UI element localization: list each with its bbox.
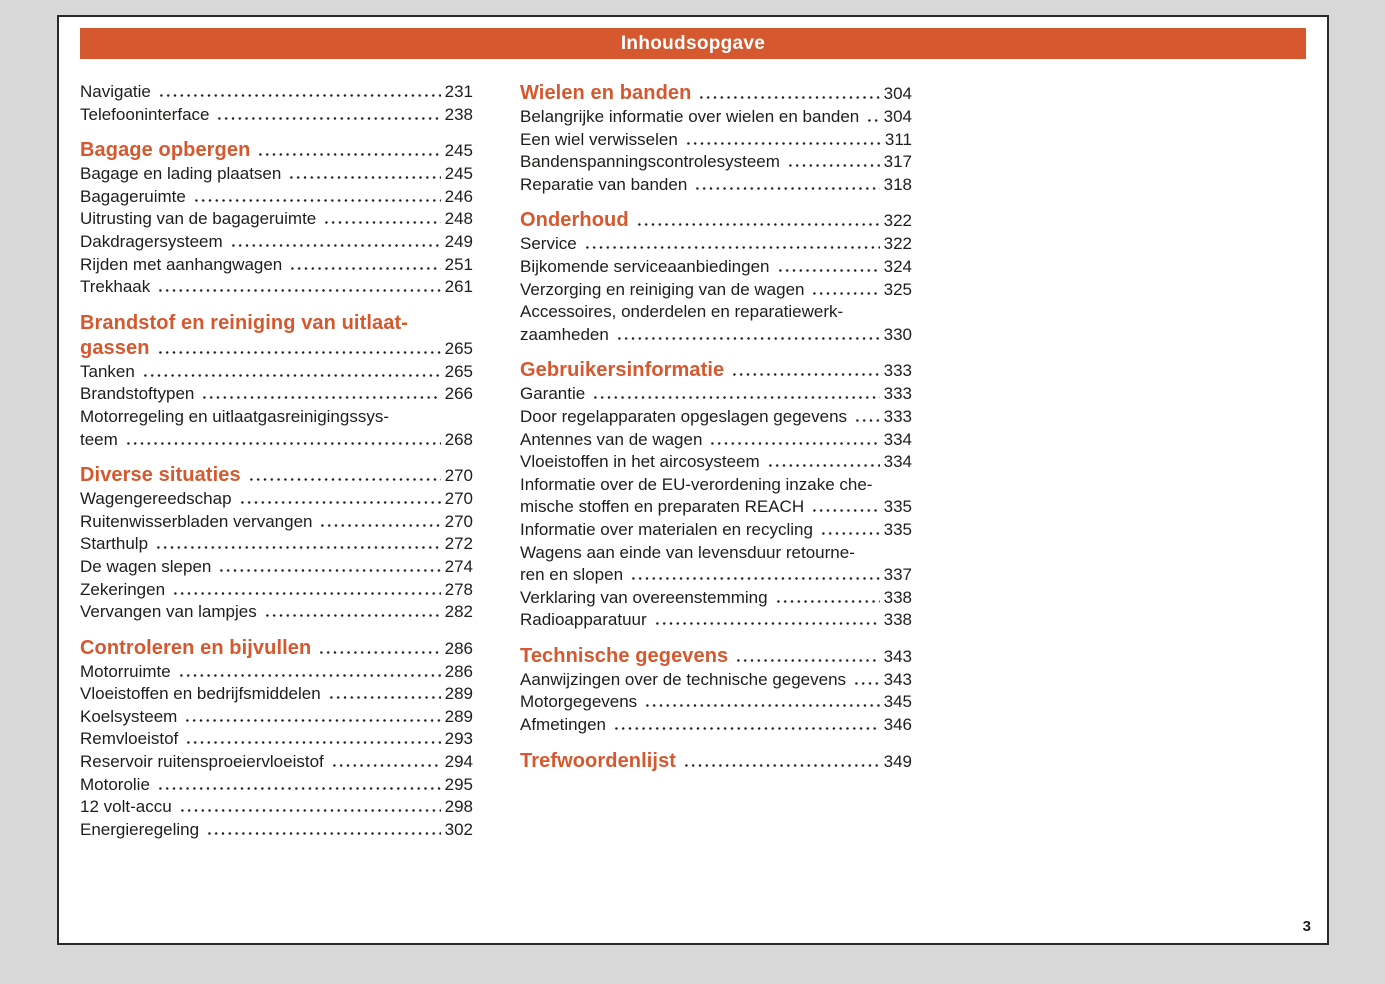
toc-entry-label: Zekeringen: [80, 579, 166, 599]
toc-entry-label: Vloeistoffen in het aircosysteem: [520, 452, 760, 472]
leader-dots: [685, 142, 881, 145]
toc-item[interactable]: [520, 256, 912, 279]
toc-row: [80, 361, 473, 384]
toc-entry-page: 322: [883, 234, 912, 254]
toc-entry-label: gassen: [80, 336, 150, 359]
toc-item[interactable]: [520, 451, 912, 474]
toc-row: [80, 511, 473, 534]
toc-entry-label: Garantie: [520, 384, 586, 404]
leader-dots: [767, 464, 880, 467]
toc-item[interactable]: [520, 519, 912, 542]
toc-entry-page: 282: [444, 602, 473, 622]
toc-item[interactable]: [80, 661, 473, 684]
toc-entry-label: Door regelapparaten opgeslagen gegevens: [520, 406, 848, 426]
toc-entry-label: Telefooninterface: [80, 104, 210, 124]
leader-dots: [193, 199, 441, 202]
toc-entry-label: Gebruikersinformatie: [520, 359, 725, 382]
toc-item[interactable]: [80, 556, 473, 579]
toc-entry-label: zaamheden: [520, 324, 609, 344]
toc-section-heading[interactable]: [520, 358, 912, 383]
leader-dots: [735, 659, 879, 662]
toc-row: [520, 542, 912, 565]
toc-row: [520, 451, 912, 474]
toc-section-heading[interactable]: [80, 138, 473, 163]
toc-entry-label: Ruitenwisserbladen vervangen: [80, 511, 313, 531]
toc-entry-page: 261: [444, 277, 473, 297]
toc-entry-label: Bandenspanningscontrolesysteem: [520, 152, 780, 172]
toc-entry-page: 335: [883, 497, 912, 517]
toc-column-right: [520, 81, 912, 841]
toc-row: [80, 186, 473, 209]
toc-entry-page: 334: [883, 429, 912, 449]
leader-dots: [248, 478, 441, 481]
toc-entry-page: 265: [444, 361, 473, 381]
leader-dots: [636, 223, 880, 226]
leader-dots: [206, 832, 441, 835]
toc-entry-label: Uitrusting van de bagageruimte: [80, 209, 317, 229]
toc-entry-page: 248: [444, 209, 473, 229]
toc-row: [80, 104, 473, 127]
toc-item[interactable]: [520, 301, 912, 346]
toc-entry-page: 289: [444, 684, 473, 704]
toc-entry-label: Controleren en bijvullen: [80, 636, 312, 659]
leader-dots: [644, 704, 879, 707]
toc-entry-page: 294: [444, 752, 473, 772]
toc-entry-label: Starthulp: [80, 534, 149, 554]
toc-column-left: [80, 81, 473, 841]
toc-entry-label: Belangrijke informatie over wielen en banden: [520, 107, 860, 126]
toc-section-heading[interactable]: [520, 208, 912, 233]
toc-entry-page: 311: [884, 129, 912, 149]
toc-row: [80, 163, 473, 186]
leader-dots: [854, 419, 880, 422]
toc-row: [80, 81, 473, 104]
toc-item[interactable]: [520, 542, 912, 587]
leader-dots: [178, 674, 441, 677]
toc-entry-page: 249: [444, 231, 473, 251]
leader-dots: [218, 569, 440, 572]
toc-item[interactable]: [80, 511, 473, 534]
toc-item[interactable]: [520, 691, 912, 714]
toc-entry-label: Accessoires, onderdelen en reparatiewerk-: [520, 302, 844, 322]
leader-dots: [820, 532, 880, 535]
toc-entry-label: Rijden met aanhangwagen: [80, 254, 283, 274]
leader-dots: [125, 442, 441, 445]
leader-dots: [654, 622, 880, 625]
page-number: 3: [1302, 918, 1311, 935]
toc-item[interactable]: [80, 276, 473, 299]
toc-entry-label: Dakdragersysteem: [80, 231, 223, 251]
toc-entry-label: Reservoir ruitensproeiervloeistof: [80, 752, 324, 772]
toc-row: [80, 601, 473, 624]
leader-dots: [777, 269, 880, 272]
leader-dots: [216, 117, 440, 120]
leader-dots: [257, 153, 440, 156]
toc-row: [80, 579, 473, 602]
toc-row: [520, 644, 912, 669]
toc-entry-page: 343: [883, 646, 912, 666]
toc-row: [80, 138, 473, 163]
toc-row: [80, 311, 473, 336]
toc-item[interactable]: [80, 706, 473, 729]
leader-dots: [155, 546, 441, 549]
toc-item[interactable]: [520, 383, 912, 406]
toc-entry-label: Aanwijzingen over de technische gegevens: [520, 669, 847, 689]
toc-entry-page: 302: [444, 819, 473, 839]
toc-row: [80, 819, 473, 842]
toc-row: [520, 714, 912, 737]
toc-entry-page: 318: [883, 174, 912, 194]
toc-entry-label: Koelsysteem: [80, 706, 178, 726]
toc-entry-label: ren en slopen: [520, 565, 624, 585]
toc-row: [80, 728, 473, 751]
toc-row: [80, 406, 473, 429]
toc-entry-label: Informatie over materialen en recycling: [520, 519, 813, 539]
toc-entry-page: 265: [444, 338, 473, 358]
toc-row: [80, 276, 473, 299]
toc-row: [520, 301, 912, 324]
toc-section-heading[interactable]: [520, 81, 912, 106]
toc-row: [80, 636, 473, 661]
toc-row: [80, 683, 473, 706]
toc-item[interactable]: [80, 488, 473, 511]
toc-entry-label: Service: [520, 234, 577, 254]
toc-entry-page: 274: [444, 556, 473, 576]
toc-entry-page: 337: [883, 565, 912, 585]
toc-entry-label: Informatie over de EU-verordening inzake che-: [520, 474, 873, 494]
toc-row: [520, 564, 912, 587]
leader-dots: [811, 292, 879, 295]
toc-entry-label: Verklaring van overeenstemming: [520, 587, 768, 607]
toc-row: [80, 661, 473, 684]
toc-entry-label: Navigatie: [80, 82, 151, 101]
toc-row: [520, 609, 912, 632]
toc-entry-page: 333: [883, 361, 912, 381]
toc-row: [80, 231, 473, 254]
toc-entry-page: 293: [444, 729, 473, 749]
toc-item[interactable]: [80, 208, 473, 231]
toc-entry-label: Vloeistoffen en bedrijfsmiddelen: [80, 684, 321, 704]
toc-entry-page: 349: [883, 751, 912, 771]
toc-row: [80, 533, 473, 556]
toc-row: [80, 796, 473, 819]
toc-row: [520, 496, 912, 519]
toc-row: [80, 429, 473, 452]
toc-entry-label: Energieregeling: [80, 819, 200, 839]
toc-entry-page: 286: [444, 638, 473, 658]
leader-dots: [179, 809, 441, 812]
toc-row: [80, 463, 473, 488]
table-of-contents: [80, 81, 912, 841]
toc-row: [520, 669, 912, 692]
toc-row: [520, 358, 912, 383]
leader-dots: [853, 682, 880, 685]
toc-section-heading[interactable]: [80, 311, 473, 361]
toc-item[interactable]: [80, 406, 473, 451]
toc-entry-label: Bagageruimte: [80, 186, 186, 206]
toc-entry-page: 338: [883, 610, 912, 630]
toc-item[interactable]: [80, 774, 473, 797]
toc-row: [520, 519, 912, 542]
leader-dots: [319, 524, 440, 527]
toc-row: [520, 383, 912, 406]
toc-row: [80, 488, 473, 511]
toc-entry-label: Afmetingen: [520, 715, 606, 735]
leader-dots: [157, 289, 440, 292]
toc-row: [520, 587, 912, 610]
toc-entry-label: Wielen en banden: [520, 82, 692, 104]
toc-entry-label: Reparatie van banden: [520, 174, 688, 194]
toc-item[interactable]: [520, 714, 912, 737]
toc-entry-label: mische stoffen en preparaten REACH: [520, 497, 805, 517]
leader-dots: [318, 651, 440, 654]
toc-entry-page: 330: [883, 324, 912, 344]
toc-row: [520, 81, 912, 106]
manual-page: [57, 15, 1329, 945]
toc-item[interactable]: [80, 104, 473, 127]
toc-row: [80, 336, 473, 361]
toc-entry-page: 268: [444, 429, 473, 449]
toc-entry-page: 322: [883, 211, 912, 231]
toc-row: [520, 429, 912, 452]
toc-entry-page: 317: [883, 152, 912, 172]
toc-entry-label: Brandstoftypen: [80, 384, 195, 404]
toc-entry-page: 246: [444, 186, 473, 206]
toc-item[interactable]: [520, 406, 912, 429]
toc-row: [520, 279, 912, 302]
toc-entry-label: Motorolie: [80, 774, 150, 794]
toc-item[interactable]: [80, 533, 473, 556]
toc-entry-label: Trefwoordenlijst: [520, 749, 677, 772]
toc-row: [80, 208, 473, 231]
toc-entry-page: 335: [883, 519, 912, 539]
toc-item[interactable]: [80, 683, 473, 706]
leader-dots: [157, 787, 441, 790]
toc-entry-page: 325: [883, 279, 912, 299]
toc-entry-page: 345: [883, 692, 912, 712]
toc-row: [520, 324, 912, 347]
toc-item[interactable]: [80, 383, 473, 406]
toc-entry-label: Verzorging en reiniging van de wagen: [520, 279, 805, 299]
toc-section-heading[interactable]: [80, 463, 473, 488]
toc-item[interactable]: [80, 361, 473, 384]
leader-dots: [698, 96, 879, 99]
toc-row: [520, 474, 912, 497]
toc-entry-label: Technische gegevens: [520, 644, 729, 667]
leader-dots: [811, 509, 880, 512]
toc-item[interactable]: [80, 163, 473, 186]
leader-dots: [288, 176, 440, 179]
toc-entry-label: Trekhaak: [80, 277, 151, 297]
toc-entry-page: 270: [444, 489, 473, 509]
toc-row: [520, 749, 912, 774]
toc-entry-page: 238: [444, 104, 473, 124]
toc-entry-label: Motorregeling en uitlaatgasreinigingssys-: [80, 406, 389, 426]
leader-dots: [184, 719, 440, 722]
leader-dots: [328, 696, 441, 699]
toc-entry-label: Wagengereedschap: [80, 489, 232, 509]
leader-dots: [787, 164, 880, 167]
toc-entry-label: Bagage opbergen: [80, 139, 251, 162]
toc-item[interactable]: [520, 609, 912, 632]
toc-row: [80, 254, 473, 277]
toc-entry-label: Motorgegevens: [520, 692, 638, 712]
toc-section-heading[interactable]: [520, 644, 912, 669]
toc-entry-page: 289: [444, 706, 473, 726]
toc-item[interactable]: [80, 796, 473, 819]
leader-dots: [201, 396, 440, 399]
toc-entry-page: 346: [883, 715, 912, 735]
toc-row: [520, 691, 912, 714]
toc-item[interactable]: [520, 106, 912, 129]
toc-row: [520, 208, 912, 233]
toc-entry-label: Tanken: [80, 361, 135, 381]
leader-dots: [239, 501, 441, 504]
toc-entry-page: 334: [883, 452, 912, 472]
toc-item[interactable]: [520, 587, 912, 610]
toc-entry-label: Bagage en lading plaatsen: [80, 164, 282, 184]
leader-dots: [331, 764, 441, 767]
toc-item[interactable]: [80, 81, 473, 104]
toc-row: [520, 256, 912, 279]
toc-row: [80, 774, 473, 797]
leader-dots: [264, 614, 441, 617]
toc-entry-page: 245: [444, 164, 473, 184]
toc-entry-page: 333: [883, 384, 912, 404]
toc-section-heading[interactable]: [80, 636, 473, 661]
toc-row: [520, 174, 912, 197]
toc-entry-page: 324: [883, 256, 912, 276]
toc-entry-page: 343: [883, 669, 912, 689]
leader-dots: [185, 741, 440, 744]
leader-dots: [613, 727, 880, 730]
toc-entry-label: Brandstof en reiniging van uitlaat-: [80, 311, 408, 334]
toc-row: [80, 706, 473, 729]
toc-entry-label: Diverse situaties: [80, 464, 241, 487]
leader-dots: [866, 119, 879, 122]
leader-dots: [592, 396, 879, 399]
toc-item[interactable]: [80, 819, 473, 842]
toc-entry-page: 245: [444, 141, 473, 161]
toc-entry-label: Een wiel verwisselen: [520, 129, 678, 149]
toc-entry-page: 278: [444, 579, 473, 599]
toc-entry-page: 304: [883, 107, 912, 126]
toc-item[interactable]: [80, 254, 473, 277]
toc-item[interactable]: [520, 429, 912, 452]
toc-row: [80, 383, 473, 406]
leader-dots: [616, 337, 880, 340]
toc-entry-page: 272: [444, 534, 473, 554]
leader-dots: [584, 246, 880, 249]
toc-row: [520, 106, 912, 129]
leader-dots: [172, 592, 441, 595]
toc-item[interactable]: [520, 151, 912, 174]
toc-entry-page: 295: [444, 774, 473, 794]
leader-dots: [694, 187, 879, 190]
leader-dots: [683, 764, 880, 767]
toc-entry-page: 270: [444, 466, 473, 486]
toc-entry-label: Wagens aan einde van levensduur retourne-: [520, 542, 855, 562]
toc-item[interactable]: [520, 279, 912, 302]
toc-item[interactable]: [80, 186, 473, 209]
toc-entry-page: 304: [883, 84, 912, 103]
leader-dots: [323, 221, 440, 224]
toc-entry-page: 231: [444, 82, 473, 101]
toc-entry-page: 298: [444, 797, 473, 817]
toc-entry-label: teem: [80, 429, 118, 449]
toc-section-heading[interactable]: [520, 749, 912, 774]
toc-entry-label: Remvloeistof: [80, 729, 179, 749]
toc-entry-page: 270: [444, 511, 473, 531]
toc-row: [80, 751, 473, 774]
toc-item[interactable]: [80, 231, 473, 254]
toc-entry-page: 286: [444, 661, 473, 681]
toc-entry-page: 251: [444, 254, 473, 274]
toc-entry-label: Onderhoud: [520, 209, 629, 232]
toc-entry-page: 338: [883, 587, 912, 607]
leader-dots: [158, 94, 441, 97]
leader-dots: [157, 351, 441, 354]
toc-item[interactable]: [80, 728, 473, 751]
toc-row: [520, 406, 912, 429]
leader-dots: [709, 442, 879, 445]
toc-item[interactable]: [520, 129, 912, 152]
toc-row: [80, 556, 473, 579]
leader-dots: [630, 577, 880, 580]
leader-dots: [230, 244, 441, 247]
toc-item[interactable]: [520, 233, 912, 256]
toc-entry-label: Radioapparatuur: [520, 610, 647, 630]
leader-dots: [289, 267, 440, 270]
toc-item[interactable]: [80, 601, 473, 624]
toc-row: [520, 129, 912, 152]
toc-header-bar: [80, 28, 1306, 59]
toc-item[interactable]: [80, 579, 473, 602]
toc-item[interactable]: [520, 174, 912, 197]
leader-dots: [142, 374, 441, 377]
toc-row: [520, 151, 912, 174]
toc-item[interactable]: [80, 751, 473, 774]
leader-dots: [731, 373, 879, 376]
toc-entry-label: De wagen slepen: [80, 556, 212, 576]
toc-entry-label: Motorruimte: [80, 661, 171, 681]
toc-entry-label: Vervangen van lampjes: [80, 602, 257, 622]
toc-item[interactable]: [520, 669, 912, 692]
toc-entry-label: Bijkomende serviceaanbiedingen: [520, 256, 770, 276]
leader-dots: [775, 600, 880, 603]
toc-entry-page: 333: [883, 406, 912, 426]
toc-row: [520, 233, 912, 256]
toc-item[interactable]: [520, 474, 912, 519]
toc-entry-label: Antennes van de wagen: [520, 429, 703, 449]
page-title: Inhoudsopgave: [620, 32, 766, 54]
toc-entry-label: 12 volt-accu: [80, 797, 172, 817]
toc-entry-page: 266: [444, 384, 473, 404]
